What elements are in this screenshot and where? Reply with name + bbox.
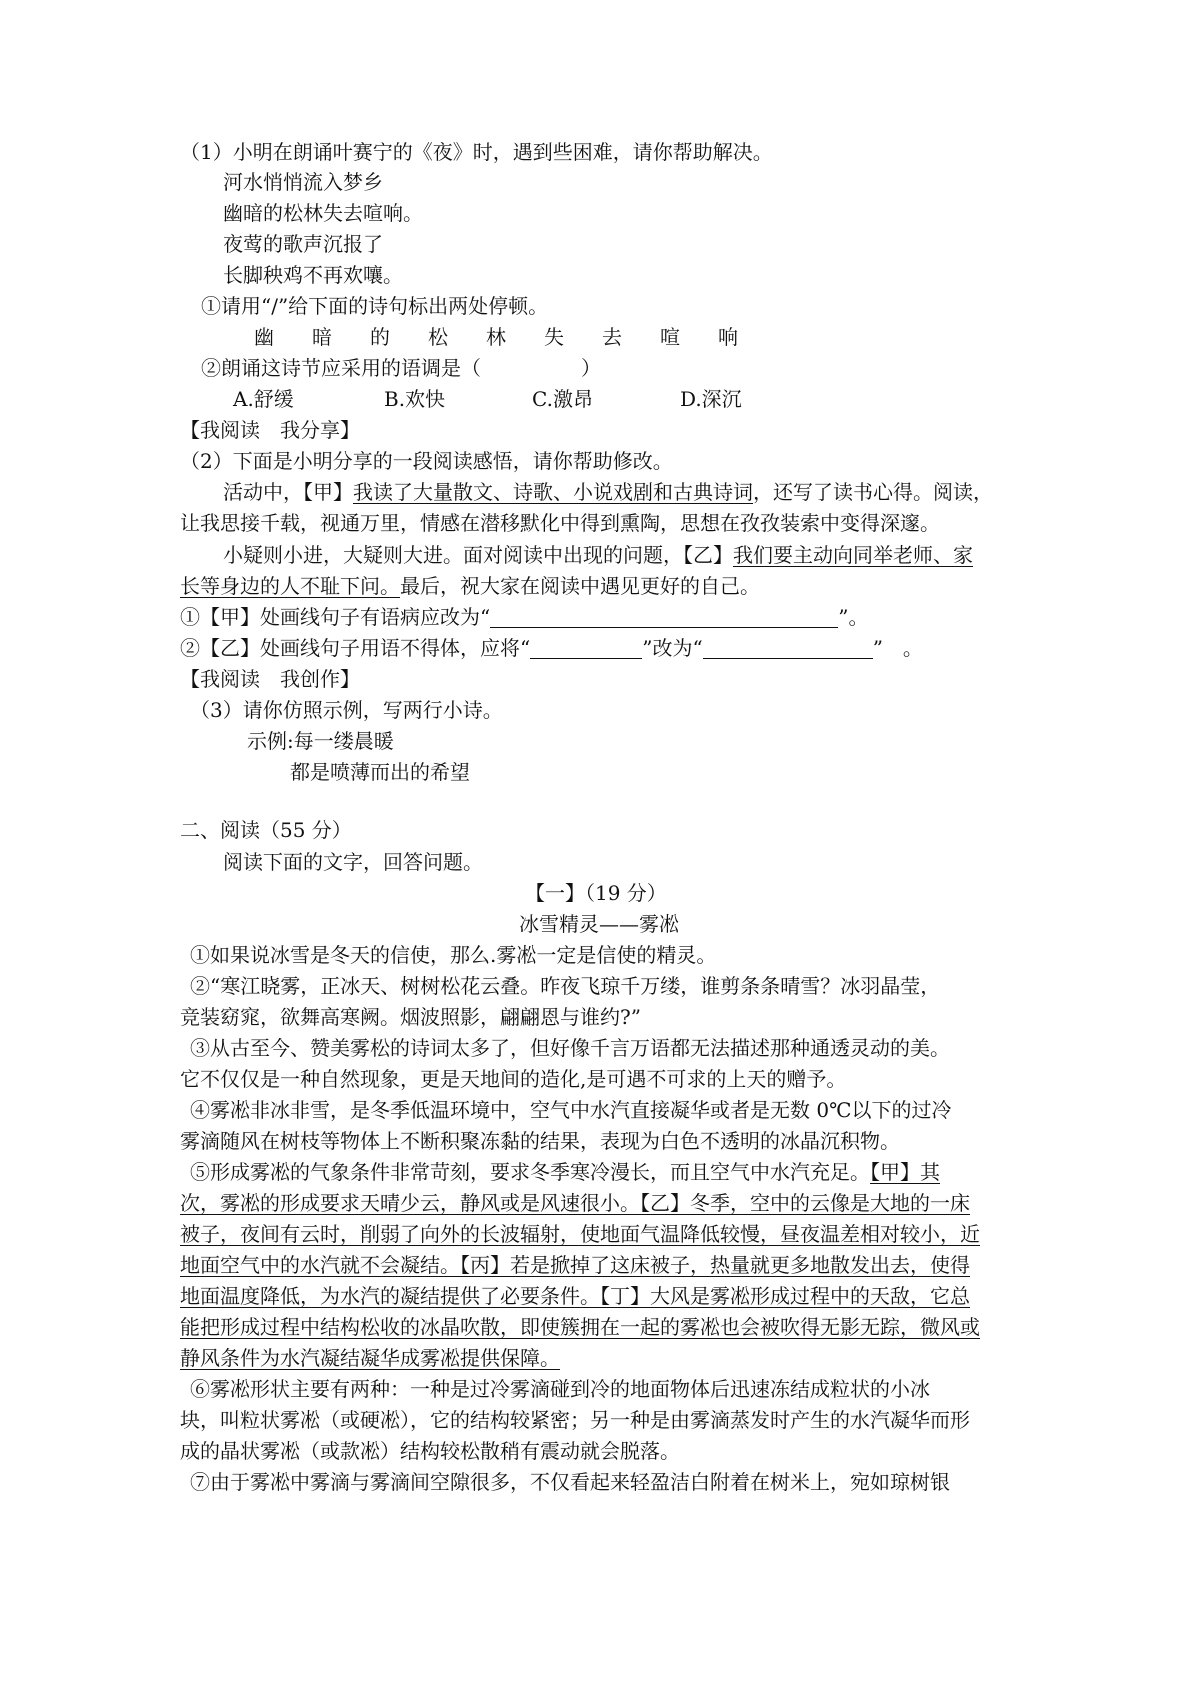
para-3-line1: ③从古至今、赞美雾松的诗词太多了，但好像千言万语都无法描述那种通透灵动的美。 [190, 1036, 950, 1060]
q3-example-1: 示例:每一缕晨暖 [247, 729, 394, 753]
underlined-sentence-jia: 我读了大量散文、诗歌、小说戏剧和古典诗词 [353, 480, 753, 504]
part-label: 【一】（19 分） [525, 881, 667, 905]
poem-char: 响 [718, 325, 738, 349]
para-4-line1: ④雾凇非冰非雪，是冬季低温环境中，空气中水汽直接凝华或者是无数 0℃以下的过冷 [190, 1098, 952, 1122]
q2-sub2-mid: ”改为“ [642, 636, 703, 660]
para-6-line3: 成的晶状雾凇（或款凇）结构较松散稍有震动就会脱落。 [180, 1439, 680, 1463]
underlined-passage-start: 【甲】其 [870, 1160, 940, 1184]
option-c[interactable]: C.激昂 [532, 387, 593, 411]
underlined-sentence-yi: 我们要主动向同举老师、家 [733, 543, 973, 567]
q1-intro: （1）小明在朗诵叶赛宁的《夜》时，遇到些困难，请你帮助解决。 [180, 140, 773, 164]
q1-sub1: ①请用“/”给下面的诗句标出两处停顿。 [201, 294, 549, 318]
para-2-line1: ②“寒江晓雾，正冰天、树树松花云叠。昨夜飞琼千万缕，谁剪条条晴雪？冰羽晶莹， [190, 974, 941, 998]
q1-sub2: ②朗诵这诗节应采用的语调是（ ） [201, 356, 601, 380]
q2-p2-line2 [180, 571, 760, 601]
text: ，还写了读书心得。阅读， [753, 480, 993, 504]
q3-intro: （3）请你仿照示例，写两行小诗。 [190, 698, 503, 722]
poem-char: 失 [544, 325, 564, 349]
para-2-line2: 竞装窈窕，欲舞高寒阙。烟波照影，翩翩恩与谁约?” [180, 1005, 641, 1029]
poem-char: 松 [428, 325, 448, 349]
q2-p2-line1 [223, 540, 973, 570]
poem-char: 喧 [660, 325, 680, 349]
q2-p1-line1 [223, 477, 993, 507]
answer-blank-jia[interactable] [490, 605, 838, 628]
q2-intro: （2）下面是小明分享的一段阅读感悟，请你帮助修改。 [180, 449, 673, 473]
q3-example-2: 都是喷薄而出的希望 [290, 760, 470, 784]
underlined-sentence-yi-cont: 长等身边的人不耻下问。 [180, 574, 400, 598]
para-5-line6: 能把形成过程中结构松收的冰晶吹散，即使簇拥在一起的雾凇也会被吹得无影无踪，微风或 [180, 1315, 980, 1339]
q2-sub2-end: ” 。 [872, 636, 923, 660]
poem-char: 的 [370, 325, 390, 349]
para-5-line1 [190, 1157, 940, 1187]
section2-heading: 二、阅读（55 分） [180, 818, 352, 842]
para-5-line7: 静风条件为水汽凝结凝华成雾凇提供保障。 [180, 1346, 560, 1370]
q2-p1-line2: 让我思接千载，视通万里，情感在潜移默化中得到熏陶，思想在孜孜装索中变得深邃。 [180, 511, 940, 535]
text: 最后，祝大家在阅读中遇见更好的自己。 [400, 574, 760, 598]
para-3-line2: 它不仅仅是一种自然现象，更是天地间的造化,是可遇不可求的上天的赠予。 [180, 1067, 847, 1091]
para-6-line2: 块，叫粒状雾凇（或硬凇），它的结构较紧密；另一种是由雾滴蒸发时产生的水汽凝华而形 [180, 1408, 970, 1432]
answer-blank-yi-from[interactable] [530, 636, 642, 659]
poem-line-2: 幽暗的松林失去喧响。 [223, 201, 423, 225]
answer-blank-yi-to[interactable] [703, 636, 873, 659]
heading-create: 【我阅读 我创作】 [180, 667, 360, 691]
article-title: 冰雪精灵——雾凇 [519, 912, 679, 936]
poem-char: 去 [602, 325, 622, 349]
q2-sub2 [180, 633, 923, 663]
q2-sub1-text: ①【甲】处画线句子有语病应改为“ [180, 605, 491, 629]
para-5-line3: 被子，夜间有云时，削弱了向外的长波辐射，使地面气温降低较慢，昼夜温差相对较小，近 [180, 1222, 980, 1246]
label-jia: 活动中，【甲】 [223, 480, 353, 504]
pause-marking-line[interactable] [254, 322, 776, 352]
option-d[interactable]: D.深沉 [680, 387, 742, 411]
para-6-line1: ⑥雾凇形状主要有两种：一种是过冷雾滴碰到冷的地面物体后迅速冻结成粒状的小冰 [190, 1377, 930, 1401]
para-7-line1: ⑦由于雾凇中雾滴与雾滴间空隙很多，不仅看起来轻盈洁白附着在树米上，宛如琼树银 [190, 1470, 950, 1494]
section2-instruction: 阅读下面的文字，回答问题。 [223, 850, 483, 874]
para-5-line2: 次，雾凇的形成要求天晴少云，静风或是风速很小。【乙】冬季，空中的云像是大地的一床 [180, 1191, 970, 1215]
para-4-line2: 雾滴随风在树枝等物体上不断积聚冻黏的结果，表现为白色不透明的冰晶沉积物。 [180, 1129, 900, 1153]
q2-sub1 [180, 602, 868, 632]
poem-line-3: 夜莺的歌声沉报了 [223, 232, 383, 256]
q2-sub2-text: ②【乙】处画线句子用语不得体，应将“ [180, 636, 531, 660]
q2-sub1-end: ”。 [838, 605, 869, 629]
para-1: ①如果说冰雪是冬天的信使，那么.雾凇一定是信使的精灵。 [190, 943, 717, 967]
para-5-line5: 地面温度降低，为水汽的凝结提供了必要条件。【丁】大风是雾凇形成过程中的天敌，它总 [180, 1284, 970, 1308]
option-b[interactable]: B.欢快 [384, 387, 446, 411]
heading-share: 【我阅读 我分享】 [180, 418, 360, 442]
poem-char: 幽 [254, 325, 274, 349]
text: 小疑则小进，大疑则大进。面对阅读中出现的问题，【乙】 [223, 543, 733, 567]
poem-line-1: 河水悄悄流入梦乡 [223, 170, 383, 194]
option-a[interactable]: A.舒缓 [233, 387, 294, 411]
poem-char: 林 [486, 325, 506, 349]
poem-char: 暗 [312, 325, 332, 349]
poem-line-4: 长脚秧鸡不再欢嚷。 [223, 263, 403, 287]
text: ⑤形成雾凇的气象条件非常苛刻，要求冬季寒冷漫长，而且空气中水汽充足。 [190, 1160, 870, 1184]
para-5-line4: 地面空气中的水汽就不会凝结。【丙】若是掀掉了这床被子，热量就更多地散发出去，使得 [180, 1253, 970, 1277]
